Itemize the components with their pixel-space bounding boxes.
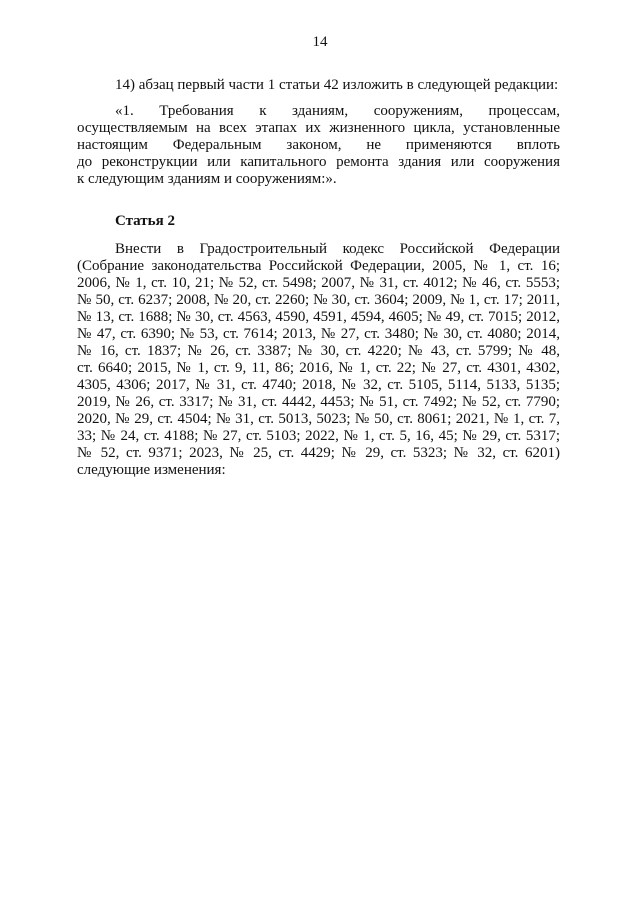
article-2-paragraph <box>77 241 560 479</box>
article-line: 4305, 4306; 2017, № 31, ст. 4740; 2018, № 32, ст. 5105, 5114, 5133, 5135; <box>77 377 560 393</box>
quote-line: к следующим зданиям и сооружениям:». <box>77 171 337 187</box>
article-line: № 50, ст. 6237; 2008, № 20, ст. 2260; № 30, ст. 3604; 2009, № 1, ст. 17; 2011, <box>77 292 560 308</box>
article-line: 2006, № 1, ст. 10, 21; № 52, ст. 5498; 2007, № 31, ст. 4012; № 46, ст. 5553; <box>77 275 560 291</box>
article-line: № 16, ст. 1837; № 26, ст. 3387; № 30, ст. 4220; № 43, ст. 5799; № 48, <box>77 343 560 359</box>
article-line: (Собрание законодательства Российской Федерации, 2005, № 1, ст. 16; <box>77 258 560 274</box>
article-line: следующие изменения: <box>77 462 226 478</box>
item-14-quote <box>77 103 560 188</box>
article-2-heading: Статья 2 <box>115 213 175 229</box>
quote-line: осуществляемым на всех этапах их жизненного цикла, установленные <box>77 120 560 136</box>
page-number: 14 <box>312 34 328 50</box>
article-line: 33; № 24, ст. 4188; № 27, ст. 5103; 2022, № 1, ст. 5, 16, 45; № 29, ст. 5317; <box>77 428 560 444</box>
spacer <box>77 188 560 204</box>
article-line: Внести в Градостроительный кодекс Российской Федерации <box>115 241 560 257</box>
quote-line: «1. Требования к зданиям, сооружениям, процессам, <box>115 103 560 119</box>
document-body <box>77 68 560 479</box>
article-line: № 52, ст. 9371; 2023, № 25, ст. 4429; № 29, ст. 5323; № 32, ст. 6201) <box>77 445 560 461</box>
item-14-intro: 14) абзац первый части 1 статьи 42 изложить в следующей редакции: <box>115 77 559 93</box>
article-line: 2020, № 29, ст. 4504; № 31, ст. 5013, 5023; № 50, ст. 8061; 2021, № 1, ст. 7, <box>77 411 560 427</box>
article-line: № 47, ст. 6390; № 53, ст. 7614; 2013, № 27, ст. 3480; № 30, ст. 4080; 2014, <box>77 326 560 342</box>
quote-line: до реконструкции или капитального ремонта здания или сооружения <box>77 154 560 170</box>
article-line: ст. 6640; 2015, № 1, ст. 9, 11, 86; 2016, № 1, ст. 22; № 27, ст. 4301, 4302, <box>77 360 560 376</box>
quote-line: настоящим Федеральным законом, не применяются вплоть <box>77 137 560 153</box>
article-line: 2019, № 26, ст. 3317; № 31, ст. 4442, 4453; № 51, ст. 7492; № 52, ст. 7790; <box>77 394 560 410</box>
article-line: № 13, ст. 1688; № 30, ст. 4563, 4590, 4591, 4594, 4605; № 49, ст. 7015; 2012, <box>77 309 560 325</box>
